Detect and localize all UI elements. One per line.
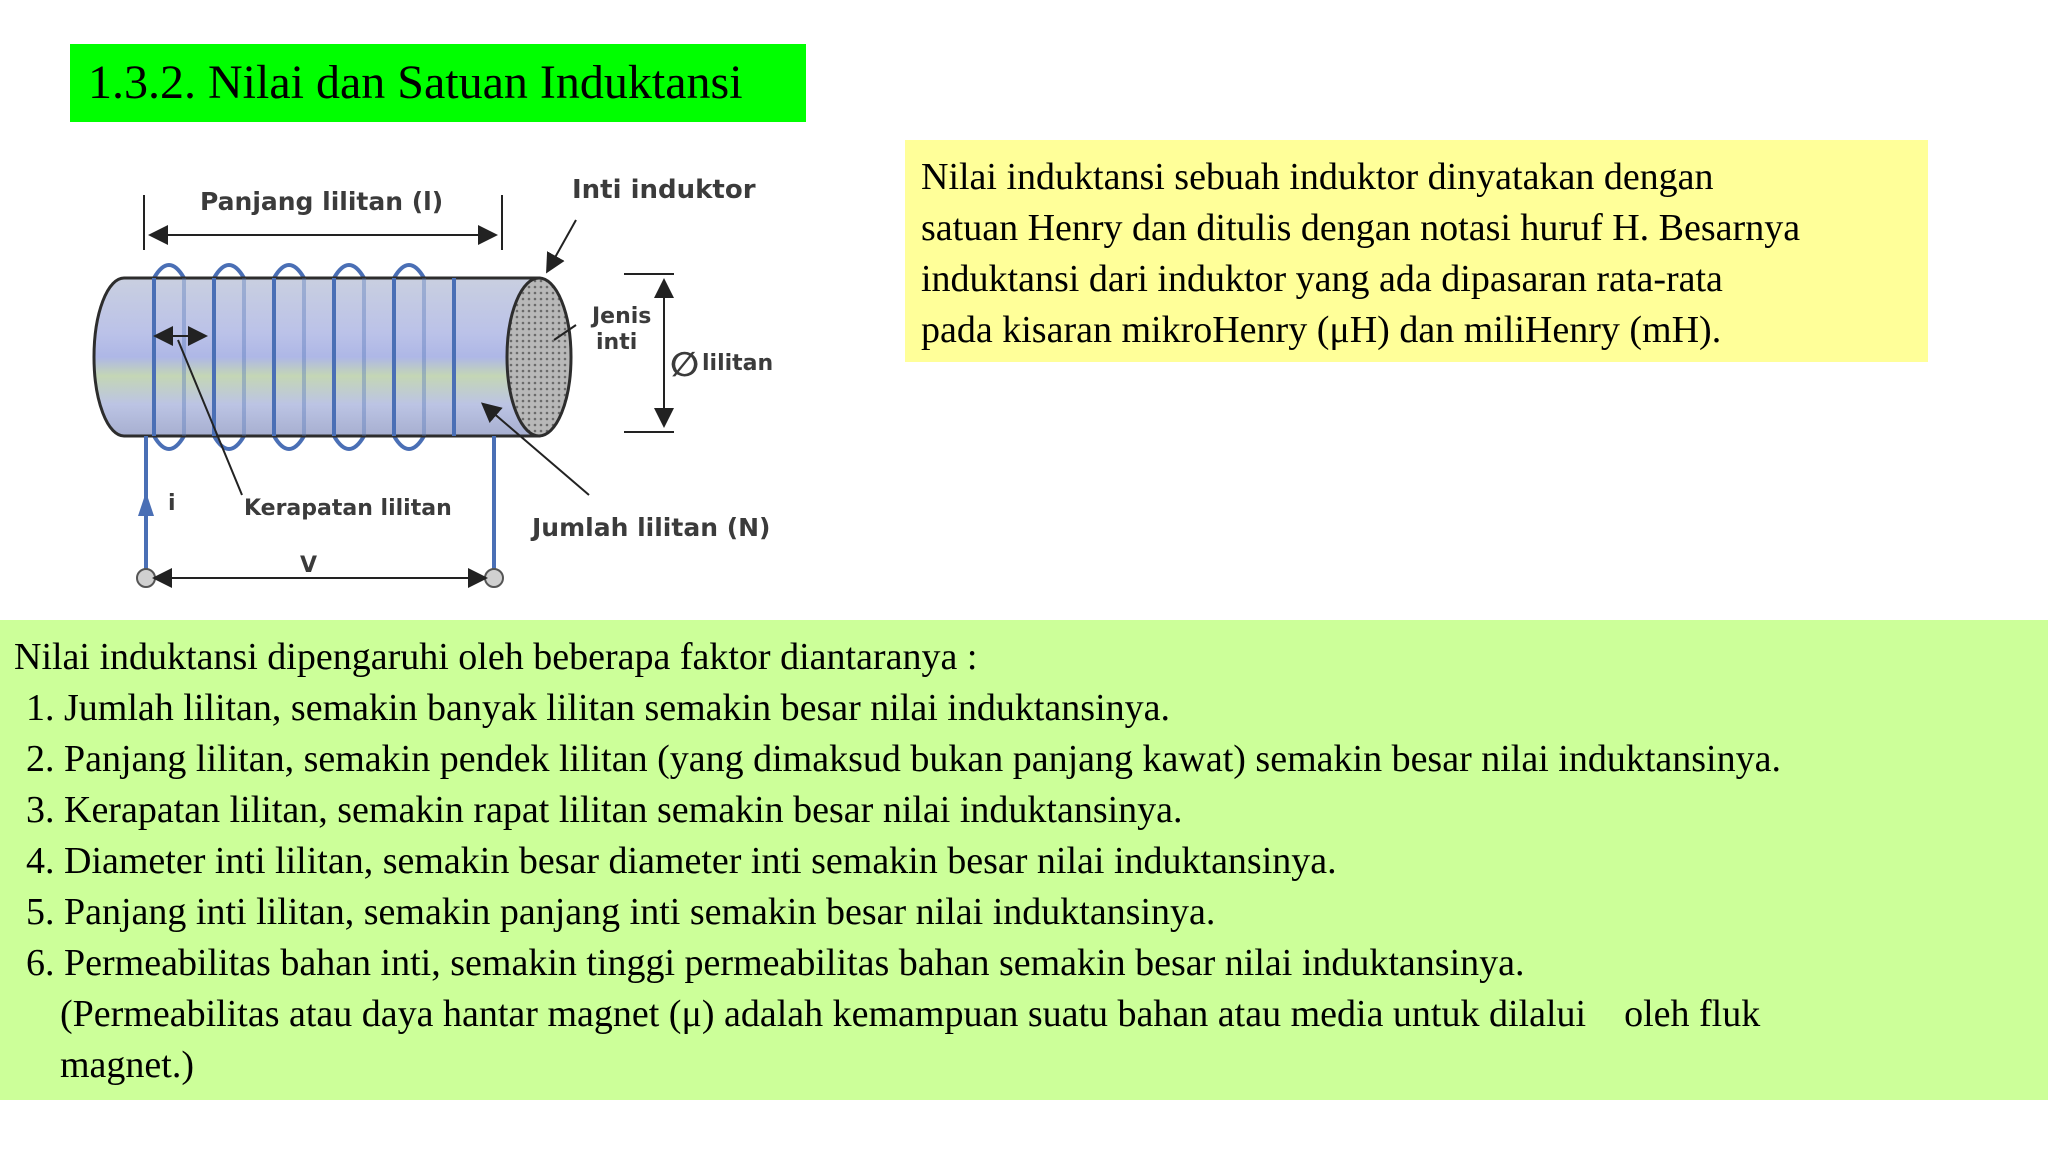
label-inti-induktor: Inti induktor (572, 175, 756, 205)
label-voltage: V (300, 553, 318, 578)
info-line: Nilai induktansi sebuah induktor dinyatakan dengan (921, 156, 1714, 198)
label-inti: inti (596, 330, 638, 355)
factor-item: 3. Kerapatan lilitan, semakin rapat lilitan semakin besar nilai induktansinya. (26, 789, 1183, 831)
label-jumlah-lilitan: Jumlah lilitan (N) (532, 513, 771, 542)
inductor-diagram-svg (64, 140, 804, 602)
factor-item: 4. Diameter inti lilitan, semakin besar diameter inti semakin besar nilai induktansinya. (26, 840, 1337, 882)
label-kerapatan-lilitan: Kerapatan lilitan (244, 496, 452, 521)
label-current: i (168, 491, 176, 516)
slide-title (70, 44, 806, 122)
factor-item: 1. Jumlah lilitan, semakin banyak lilitan semakin besar nilai induktansinya. (26, 687, 1170, 729)
inductance-unit-info-box (905, 140, 1928, 362)
permeability-note-line: (Permeabilitas atau daya hantar magnet (μ) adalah kemampuan suatu bahan atau media untuk dilalui oleh fluk (60, 993, 1761, 1035)
info-line: satuan Henry dan ditulis dengan notasi huruf H. Besarnya (921, 207, 1801, 249)
factor-item: 5. Panjang inti lilitan, semakin panjang inti semakin besar nilai induktansinya. (26, 891, 1216, 933)
label-jenis: Jenis (592, 304, 652, 329)
info-line: induktansi dari induktor yang ada dipasaran rata-rata (921, 258, 1723, 300)
diameter-symbol-icon: ∅ (670, 345, 700, 385)
slide-title-text: 1.3.2. Nilai dan Satuan Induktansi (88, 56, 743, 109)
factor-item: 6. Permeabilitas bahan inti, semakin tinggi permeabilitas bahan semakin besar nilai induktansinya. (26, 942, 1525, 984)
info-line: pada kisaran mikroHenry (μH) dan miliHenry (mH). (921, 309, 1722, 351)
permeability-note-line: magnet.) (60, 1044, 195, 1086)
label-panjang-lilitan: Panjang lilitan (l) (200, 187, 444, 216)
inductor-diagram (64, 140, 804, 602)
label-diameter-lilitan: lilitan (702, 351, 774, 376)
factors-intro: Nilai induktansi dipengaruhi oleh beberapa faktor diantaranya : (14, 636, 978, 678)
inductance-factors-box (0, 620, 2048, 1100)
factor-item: 2. Panjang lilitan, semakin pendek lilitan (yang dimaksud bukan panjang kawat) semakin besar nilai induktansinya. (26, 738, 1781, 780)
